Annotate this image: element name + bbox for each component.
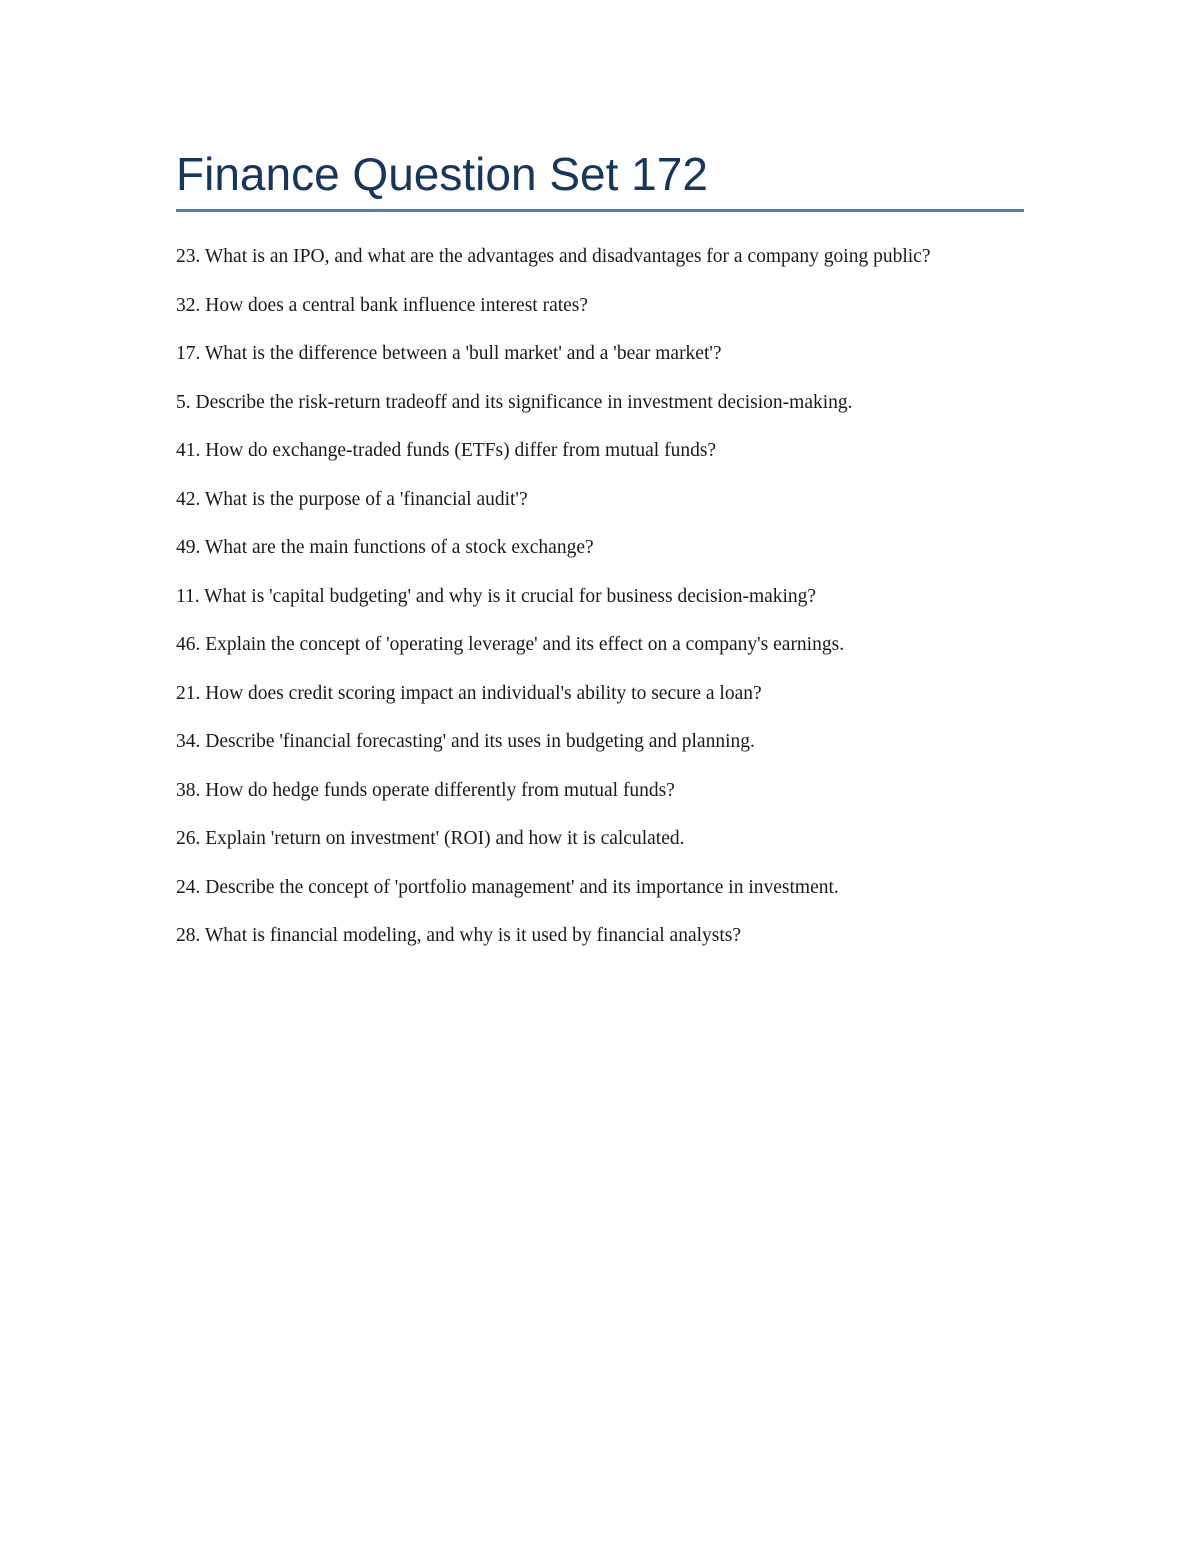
question-item: 49. What are the main functions of a stock exchange? [176,537,594,558]
question-item: 24. Describe the concept of 'portfolio management' and its importance in investment. [176,876,839,898]
question-item: 28. What is financial modeling, and why is it used by financial analysts? [176,925,742,946]
question-item: 17. What is the difference between a 'bull market' and a 'bear market'? [176,343,722,364]
question-list [176,242,1006,970]
title-underline [176,209,1024,212]
question-item: 26. Explain 'return on investment' (ROI) and how it is calculated. [176,828,685,849]
question-item: 11. What is 'capital budgeting' and why is it crucial for business decision-making? [176,585,817,607]
question-item: 21. How does credit scoring impact an individual's ability to secure a loan? [176,682,762,704]
page-title: Finance Question Set 172 [176,148,708,200]
question-item: 41. How do exchange-traded funds (ETFs) differ from mutual funds? [176,440,717,461]
question-item: 23. What is an IPO, and what are the advantages and disadvantages for a company going public? [176,246,931,267]
question-item: 46. Explain the concept of 'operating leverage' and its effect on a company's earnings. [176,634,845,655]
question-item: 5. Describe the risk-return tradeoff and its significance in investment decision-making. [176,391,853,413]
question-item: 32. How does a central bank influence interest rates? [176,294,589,316]
question-item: 38. How do hedge funds operate differently from mutual funds? [176,779,675,801]
question-item: 42. What is the purpose of a 'financial audit'? [176,488,528,510]
question-item: 34. Describe 'financial forecasting' and its uses in budgeting and planning. [176,731,755,752]
